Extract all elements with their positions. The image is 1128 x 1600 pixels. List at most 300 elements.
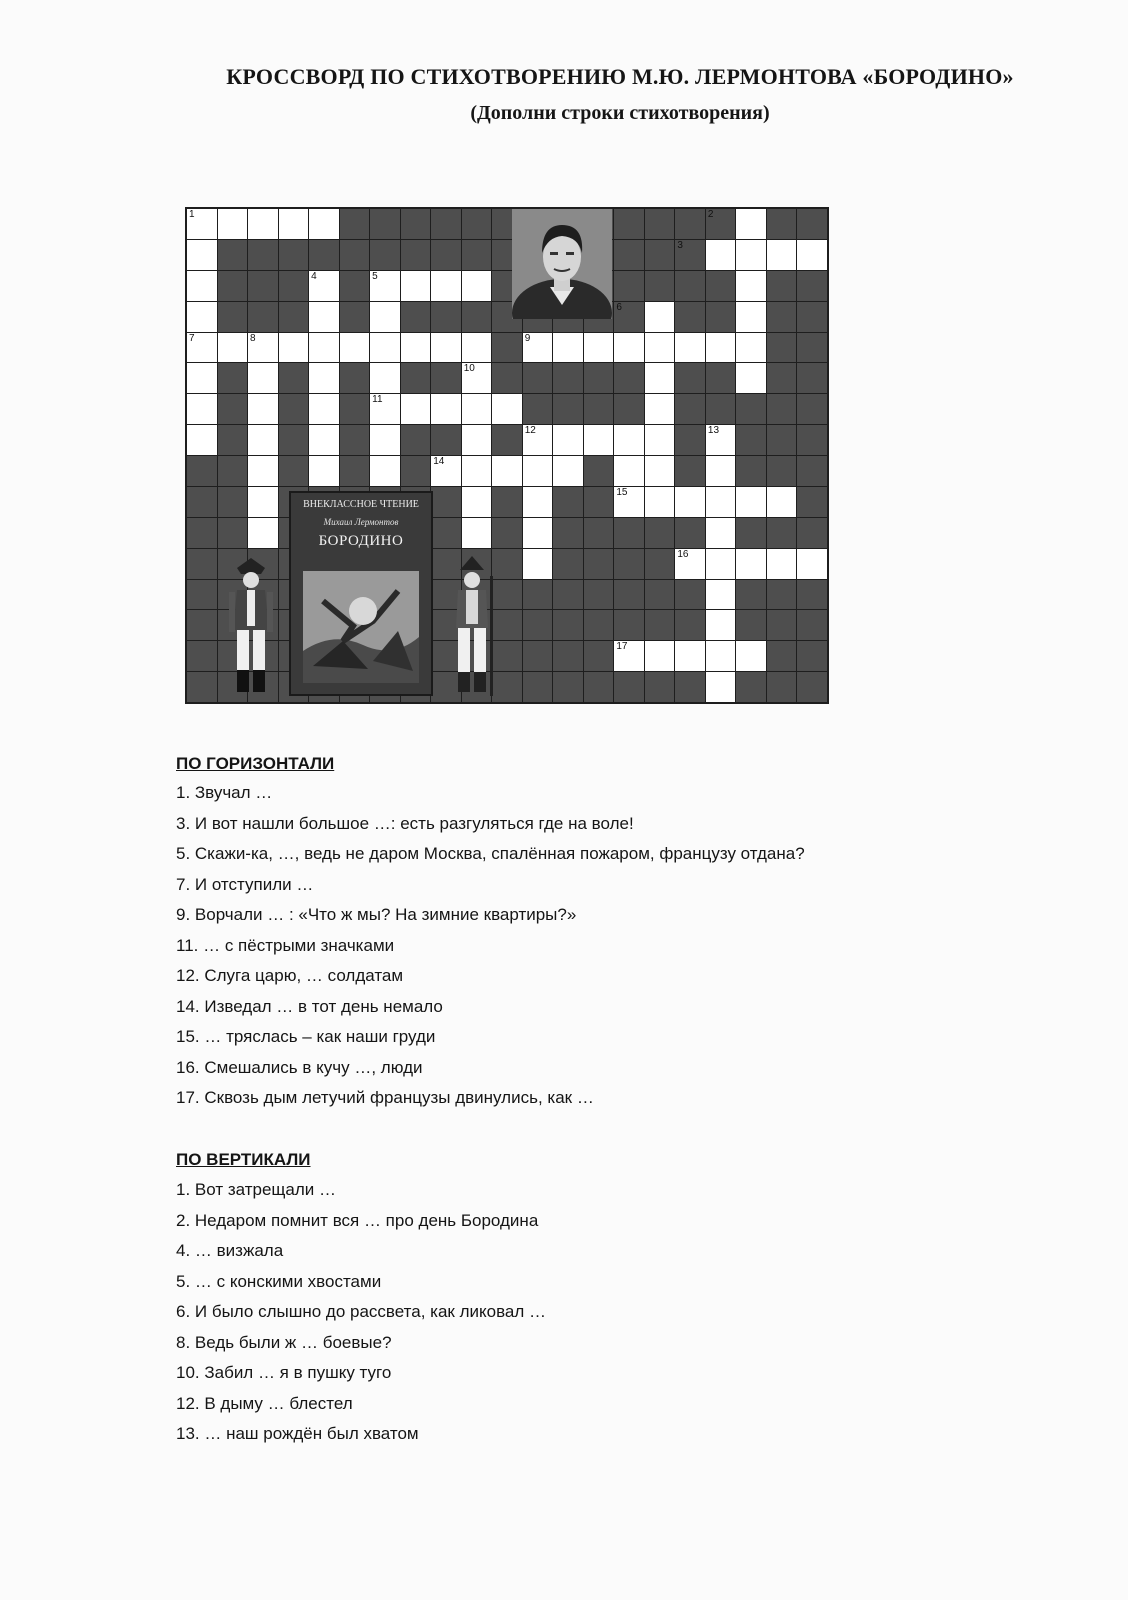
crossword-cell-input[interactable] <box>645 333 675 363</box>
crossword-cell-block <box>401 240 431 270</box>
crossword-cell-block <box>736 610 766 640</box>
crossword-cell-block <box>614 580 644 610</box>
clue-number: 3 <box>677 239 683 251</box>
clue-down-6: 6. И было слышно до рассвета, как ликовал … <box>176 1302 547 1321</box>
crossword-cell-block <box>340 394 370 424</box>
crossword-cell-input[interactable] <box>401 271 431 301</box>
crossword-cell-block <box>553 518 583 548</box>
crossword-cell-block <box>218 518 248 548</box>
clue-across-1: 1. Звучал … <box>176 783 273 802</box>
crossword-cell-block <box>492 487 522 517</box>
crossword-cell-input[interactable] <box>706 518 736 548</box>
crossword-cell-input[interactable] <box>462 425 492 455</box>
crossword-cell-input[interactable] <box>248 333 278 363</box>
crossword-cell-block <box>218 302 248 332</box>
crossword-cell-block <box>675 271 705 301</box>
clue-number: 7 <box>189 332 195 344</box>
crossword-cell-block <box>431 518 461 548</box>
book-title: БОРОДИНО <box>318 533 404 549</box>
crossword-cell-block <box>584 641 614 671</box>
crossword-cell-block <box>279 271 309 301</box>
crossword-grid <box>185 207 829 704</box>
crossword-cell-input[interactable] <box>431 271 461 301</box>
crossword-cell-block <box>431 363 461 393</box>
crossword-cell-input[interactable] <box>187 425 217 455</box>
clue-down-5: 5. … с конскими хвостами <box>176 1271 382 1291</box>
crossword-cell-input[interactable] <box>309 302 339 332</box>
crossword-cell-input[interactable] <box>523 333 553 363</box>
crossword-cell-block <box>736 456 766 486</box>
clue-number: 8 <box>250 332 256 344</box>
crossword-cell-input[interactable] <box>462 394 492 424</box>
crossword-cell-block <box>614 672 644 702</box>
crossword-cell-input[interactable] <box>187 302 217 332</box>
crossword-cell-block <box>797 580 827 610</box>
crossword-cell-input[interactable] <box>736 209 766 239</box>
crossword-cell-block <box>279 394 309 424</box>
crossword-cell-input[interactable] <box>462 271 492 301</box>
clue-number: 9 <box>524 332 531 344</box>
crossword-cell-block <box>797 209 827 239</box>
crossword-cell-input[interactable] <box>706 456 736 486</box>
crossword-cell-block <box>645 271 675 301</box>
crossword-cell-block <box>218 271 248 301</box>
clue-number: 4 <box>311 270 317 282</box>
crossword-cell-block <box>797 672 827 702</box>
crossword-cell-block <box>431 425 461 455</box>
crossword-cell-input[interactable] <box>309 333 339 363</box>
crossword-cell-input[interactable] <box>736 487 766 517</box>
crossword-cell-input[interactable] <box>675 333 705 363</box>
crossword-cell-block <box>797 333 827 363</box>
crossword-cell-block <box>279 240 309 270</box>
clue-number: 1 <box>189 209 195 220</box>
crossword-cell-block <box>614 363 644 393</box>
crossword-cell-input[interactable] <box>797 549 827 579</box>
crossword-cell-block <box>736 672 766 702</box>
crossword-cell-block <box>218 240 248 270</box>
crossword-cell-block <box>553 363 583 393</box>
clue-across-7: 7. И отступили … <box>176 874 314 894</box>
clue-number: 16 <box>677 548 689 560</box>
crossword-cell-input[interactable] <box>370 302 400 332</box>
crossword-cell-block <box>767 394 797 424</box>
clue-across-12: 12. Слуга царю, … солдатам <box>176 966 404 985</box>
crossword-cell-block <box>797 302 827 332</box>
crossword-cell-block <box>431 240 461 270</box>
crossword-cell-input[interactable] <box>309 271 339 301</box>
crossword-cell-block <box>340 240 370 270</box>
crossword-cell-block <box>187 549 217 579</box>
crossword-cell-input[interactable] <box>675 549 705 579</box>
crossword-cell-input[interactable] <box>614 487 644 517</box>
crossword-cell-block <box>797 394 827 424</box>
crossword-cell-block <box>797 425 827 455</box>
crossword-cell-block <box>584 580 614 610</box>
crossword-cell-input[interactable] <box>614 333 644 363</box>
crossword-cell-input[interactable] <box>401 333 431 363</box>
crossword-cell-block <box>614 610 644 640</box>
clue-across-16: 16. Смешались в кучу …, люди <box>176 1057 423 1077</box>
crossword-cell-input[interactable] <box>706 641 736 671</box>
crossword-cell-input[interactable] <box>187 394 217 424</box>
crossword-cell-block <box>340 209 370 239</box>
crossword-cell-input[interactable] <box>584 333 614 363</box>
clue-number: 17 <box>616 641 628 653</box>
crossword-cell-input[interactable] <box>462 518 492 548</box>
crossword-cell-block <box>675 456 705 486</box>
crossword-cell-input[interactable] <box>309 209 339 239</box>
crossword-cell-input[interactable] <box>218 209 248 239</box>
crossword-cell-input[interactable] <box>736 240 766 270</box>
clue-across-14: 14. Изведал … в тот день немало <box>176 996 443 1016</box>
crossword-cell-input[interactable] <box>370 425 400 455</box>
crossword-cell-input[interactable] <box>248 518 278 548</box>
crossword-cell-block <box>614 549 644 579</box>
crossword-cell-block <box>767 271 797 301</box>
crossword-cell-block <box>706 209 736 239</box>
crossword-cell-block <box>767 209 797 239</box>
crossword-cell-input[interactable] <box>279 209 309 239</box>
crossword-cell-block <box>523 641 553 671</box>
crossword-cell-input[interactable] <box>614 425 644 455</box>
clue-across-17: 17. Сквозь дым летучий французы двинулись, как … <box>176 1088 594 1107</box>
crossword-cell-block <box>706 363 736 393</box>
crossword-cell-block <box>340 456 370 486</box>
crossword-cell-block <box>523 394 553 424</box>
crossword-cell-input[interactable] <box>706 610 736 640</box>
crossword-cell-input[interactable] <box>187 271 217 301</box>
crossword-cell-input[interactable] <box>248 394 278 424</box>
crossword-cell-input[interactable] <box>645 425 675 455</box>
across-heading: ПО ГОРИЗОНТАЛИ <box>176 754 335 773</box>
clue-across-3: 3. И вот нашли большое …: есть разгуляться где на воле! <box>176 813 634 833</box>
crossword-cell-input[interactable] <box>462 487 492 517</box>
crossword-cell-block <box>553 394 583 424</box>
crossword-cell-block <box>187 456 217 486</box>
crossword-cell-input[interactable] <box>462 363 492 393</box>
crossword-cell-block <box>401 425 431 455</box>
crossword-cell-block <box>279 302 309 332</box>
clue-down-13: 13. … наш рождён был хватом <box>176 1424 419 1443</box>
crossword-cell-block <box>431 487 461 517</box>
soldier-figure-left <box>225 556 277 696</box>
crossword-cell-input[interactable] <box>675 641 705 671</box>
crossword-cell-block <box>614 209 644 239</box>
crossword-cell-input[interactable] <box>553 456 583 486</box>
crossword-cell-input[interactable] <box>523 549 553 579</box>
crossword-cell-input[interactable] <box>248 363 278 393</box>
crossword-cell-block <box>797 456 827 486</box>
crossword-cell-input[interactable] <box>675 487 705 517</box>
crossword-cell-input[interactable] <box>248 487 278 517</box>
crossword-cell-block <box>462 209 492 239</box>
crossword-cell-block <box>584 363 614 393</box>
crossword-cell-block <box>187 610 217 640</box>
crossword-cell-block <box>767 610 797 640</box>
crossword-cell-block <box>767 363 797 393</box>
crossword-cell-block <box>431 302 461 332</box>
clue-across-9: 9. Ворчали … : «Что ж мы? На зимние квартиры?» <box>176 905 577 924</box>
crossword-cell-input[interactable] <box>431 456 461 486</box>
page-title: КРОССВОРД ПО СТИХОТВОРЕНИЮ М.Ю. ЛЕРМОНТОВА «БОРОДИНО» <box>226 64 1014 89</box>
crossword-cell-input[interactable] <box>309 425 339 455</box>
crossword-cell-input[interactable] <box>645 363 675 393</box>
crossword-cell-block <box>614 518 644 548</box>
crossword-cell-block <box>279 456 309 486</box>
crossword-cell-input[interactable] <box>248 425 278 455</box>
crossword-cell-block <box>248 271 278 301</box>
crossword-cell-block <box>767 672 797 702</box>
crossword-cell-block <box>797 518 827 548</box>
crossword-cell-block <box>675 302 705 332</box>
crossword-cell-input[interactable] <box>706 333 736 363</box>
crossword-cell-input[interactable] <box>706 549 736 579</box>
crossword-cell-block <box>797 641 827 671</box>
crossword-cell-input[interactable] <box>736 549 766 579</box>
crossword-cell-input[interactable] <box>248 209 278 239</box>
clue-down-8: 8. Ведь были ж … боевые? <box>176 1332 392 1352</box>
crossword-cell-input[interactable] <box>614 456 644 486</box>
crossword-cell-block <box>584 518 614 548</box>
crossword-cell-input[interactable] <box>706 672 736 702</box>
clue-number: 12 <box>524 425 536 437</box>
crossword-cell-input[interactable] <box>279 333 309 363</box>
crossword-cell-block <box>187 518 217 548</box>
crossword-cell-block <box>767 580 797 610</box>
crossword-cell-block <box>767 425 797 455</box>
crossword-cell-input[interactable] <box>706 487 736 517</box>
crossword-cell-block <box>767 518 797 548</box>
crossword-cell-block <box>218 394 248 424</box>
crossword-cell-input[interactable] <box>584 425 614 455</box>
crossword-cell-block <box>675 394 705 424</box>
crossword-cell-block <box>340 302 370 332</box>
crossword-cell-block <box>248 240 278 270</box>
crossword-cell-input[interactable] <box>614 641 644 671</box>
crossword-cell-input[interactable] <box>736 363 766 393</box>
clue-across-5: 5. Скажи-ка, …, ведь не даром Москва, спалённая пожаром, французу отдана? <box>176 844 805 863</box>
crossword-cell-block <box>675 425 705 455</box>
crossword-cell-input[interactable] <box>187 333 217 363</box>
crossword-cell-input[interactable] <box>431 333 461 363</box>
crossword-cell-input[interactable] <box>645 456 675 486</box>
crossword-cell-block <box>248 302 278 332</box>
crossword-cell-block <box>675 610 705 640</box>
down-clues <box>176 1175 546 1450</box>
crossword-cell-block <box>645 209 675 239</box>
crossword-cell-input[interactable] <box>309 456 339 486</box>
across-clues <box>176 778 805 1114</box>
crossword-cell-block <box>187 641 217 671</box>
crossword-cell-block <box>553 641 583 671</box>
crossword-cell-block <box>584 394 614 424</box>
crossword-cell-input[interactable] <box>767 549 797 579</box>
crossword-cell-block <box>523 610 553 640</box>
crossword-cell-input[interactable] <box>523 456 553 486</box>
clue-across-11: 11. … с пёстрыми значками <box>176 935 395 955</box>
book-series: ВНЕКЛАССНОЕ ЧТЕНИЕ <box>303 499 419 510</box>
crossword-cell-input[interactable] <box>767 240 797 270</box>
crossword-cell-input[interactable] <box>370 363 400 393</box>
crossword-cell-block <box>614 302 644 332</box>
crossword-cell-input[interactable] <box>370 271 400 301</box>
crossword-cell-block <box>187 672 217 702</box>
crossword-cell-block <box>797 271 827 301</box>
crossword-cell-input[interactable] <box>797 240 827 270</box>
crossword-cell-block <box>584 487 614 517</box>
clue-number: 11 <box>372 394 383 406</box>
crossword-cell-input[interactable] <box>736 641 766 671</box>
crossword-cell-block <box>797 610 827 640</box>
crossword-cell-input[interactable] <box>645 641 675 671</box>
crossword-cell-block <box>370 240 400 270</box>
crossword-cell-block <box>492 333 522 363</box>
crossword-cell-block <box>767 333 797 363</box>
battle-illustration <box>303 571 419 683</box>
crossword-cell-block <box>187 487 217 517</box>
crossword-cell-block <box>706 271 736 301</box>
crossword-cell-input[interactable] <box>248 456 278 486</box>
crossword-cell-input[interactable] <box>645 487 675 517</box>
crossword-cell-input[interactable] <box>553 425 583 455</box>
crossword-cell-block <box>736 425 766 455</box>
crossword-cell-input[interactable] <box>523 487 553 517</box>
crossword-cell-input[interactable] <box>462 333 492 363</box>
down-heading: ПО ВЕРТИКАЛИ <box>176 1150 311 1169</box>
crossword-cell-block <box>797 363 827 393</box>
crossword-cell-input[interactable] <box>187 363 217 393</box>
crossword-cell-input[interactable] <box>370 394 400 424</box>
crossword-cell-input[interactable] <box>736 333 766 363</box>
clue-down-2: 2. Недаром помнит вся … про день Бородина <box>176 1210 539 1230</box>
clue-number: 10 <box>463 363 475 375</box>
lermontov-portrait <box>512 209 612 319</box>
crossword-cell-block <box>675 240 705 270</box>
crossword-cell-block <box>645 549 675 579</box>
crossword-cell-block <box>553 610 583 640</box>
crossword-cell-block <box>553 549 583 579</box>
crossword-cell-input[interactable] <box>706 580 736 610</box>
crossword-cell-block <box>675 672 705 702</box>
crossword-cell-input[interactable] <box>736 302 766 332</box>
crossword-cell-block <box>736 580 766 610</box>
crossword-cell-block <box>553 580 583 610</box>
crossword-cell-block <box>187 580 217 610</box>
clue-across-15: 15. … тряслась – как наши груди <box>176 1027 436 1046</box>
crossword-cell-input[interactable] <box>462 456 492 486</box>
clue-number: 13 <box>707 425 720 437</box>
crossword-cell-block <box>614 394 644 424</box>
crossword-cell-block <box>401 209 431 239</box>
crossword-cell-block <box>645 610 675 640</box>
crossword-cell-block <box>431 209 461 239</box>
page-subtitle: (Дополни строки стихотворения) <box>470 102 770 124</box>
crossword-cell-input[interactable] <box>645 394 675 424</box>
crossword-cell-block <box>523 672 553 702</box>
crossword-cell-block <box>736 394 766 424</box>
crossword-cell-block <box>492 363 522 393</box>
crossword-cell-block <box>614 240 644 270</box>
crossword-cell-block <box>706 394 736 424</box>
crossword-cell-input[interactable] <box>309 363 339 393</box>
crossword-cell-input[interactable] <box>645 302 675 332</box>
crossword-cell-block <box>309 240 339 270</box>
crossword-cell-block <box>218 456 248 486</box>
crossword-cell-block <box>584 672 614 702</box>
crossword-cell-block <box>767 456 797 486</box>
crossword-cell-input[interactable] <box>706 240 736 270</box>
crossword-cell-input[interactable] <box>553 333 583 363</box>
clue-down-1: 1. Вот затрещали … <box>176 1180 336 1199</box>
crossword-cell-input[interactable] <box>767 487 797 517</box>
crossword-cell-input[interactable] <box>492 394 522 424</box>
crossword-cell-block <box>401 302 431 332</box>
crossword-cell-block <box>553 672 583 702</box>
crossword-cell-input[interactable] <box>523 425 553 455</box>
clue-down-10: 10. Забил … я в пушку туго <box>176 1363 392 1382</box>
crossword-cell-block <box>584 610 614 640</box>
crossword-cell-block <box>462 302 492 332</box>
crossword-cell-input[interactable] <box>187 209 217 239</box>
crossword-cell-block <box>614 271 644 301</box>
crossword-cell-block <box>218 487 248 517</box>
crossword-cell-input[interactable] <box>736 271 766 301</box>
crossword-cell-block <box>675 363 705 393</box>
crossword-cell-block <box>462 240 492 270</box>
crossword-cell-input[interactable] <box>370 456 400 486</box>
crossword-cell-input[interactable] <box>370 333 400 363</box>
crossword-cell-block <box>584 456 614 486</box>
crossword-cell-block <box>675 209 705 239</box>
crossword-cell-block <box>492 425 522 455</box>
crossword-cell-input[interactable] <box>187 240 217 270</box>
clue-down-12: 12. В дыму … блестел <box>176 1393 353 1413</box>
soldier-figure-right <box>446 556 498 696</box>
crossword-cell-block <box>340 363 370 393</box>
crossword-cell-input[interactable] <box>218 333 248 363</box>
crossword-cell-block <box>279 425 309 455</box>
crossword-cell-block <box>584 549 614 579</box>
crossword-cell-block <box>492 518 522 548</box>
crossword-cell-input[interactable] <box>706 425 736 455</box>
crossword-cell-input[interactable] <box>340 333 370 363</box>
clue-number: 14 <box>433 456 445 467</box>
crossword-cell-block <box>675 518 705 548</box>
crossword-cell-input[interactable] <box>492 456 522 486</box>
clue-down-4: 4. … визжала <box>176 1241 284 1260</box>
book-author: Михаил Лермонтов <box>323 517 399 527</box>
crossword-cell-input[interactable] <box>431 394 461 424</box>
crossword-cell-block <box>401 363 431 393</box>
crossword-cell-block <box>675 580 705 610</box>
crossword-cell-block <box>340 271 370 301</box>
crossword-cell-input[interactable] <box>309 394 339 424</box>
crossword-cell-block <box>736 518 766 548</box>
book-cover <box>289 491 433 696</box>
clue-number: 15 <box>616 486 628 498</box>
crossword-cell-block <box>797 487 827 517</box>
crossword-cell-block <box>767 641 797 671</box>
crossword-cell-block <box>645 240 675 270</box>
crossword-cell-block <box>523 363 553 393</box>
crossword-cell-block <box>218 425 248 455</box>
crossword-cell-block <box>218 363 248 393</box>
crossword-cell-block <box>645 518 675 548</box>
crossword-cell-input[interactable] <box>523 518 553 548</box>
clue-number: 2 <box>707 209 714 220</box>
crossword-cell-input[interactable] <box>401 394 431 424</box>
